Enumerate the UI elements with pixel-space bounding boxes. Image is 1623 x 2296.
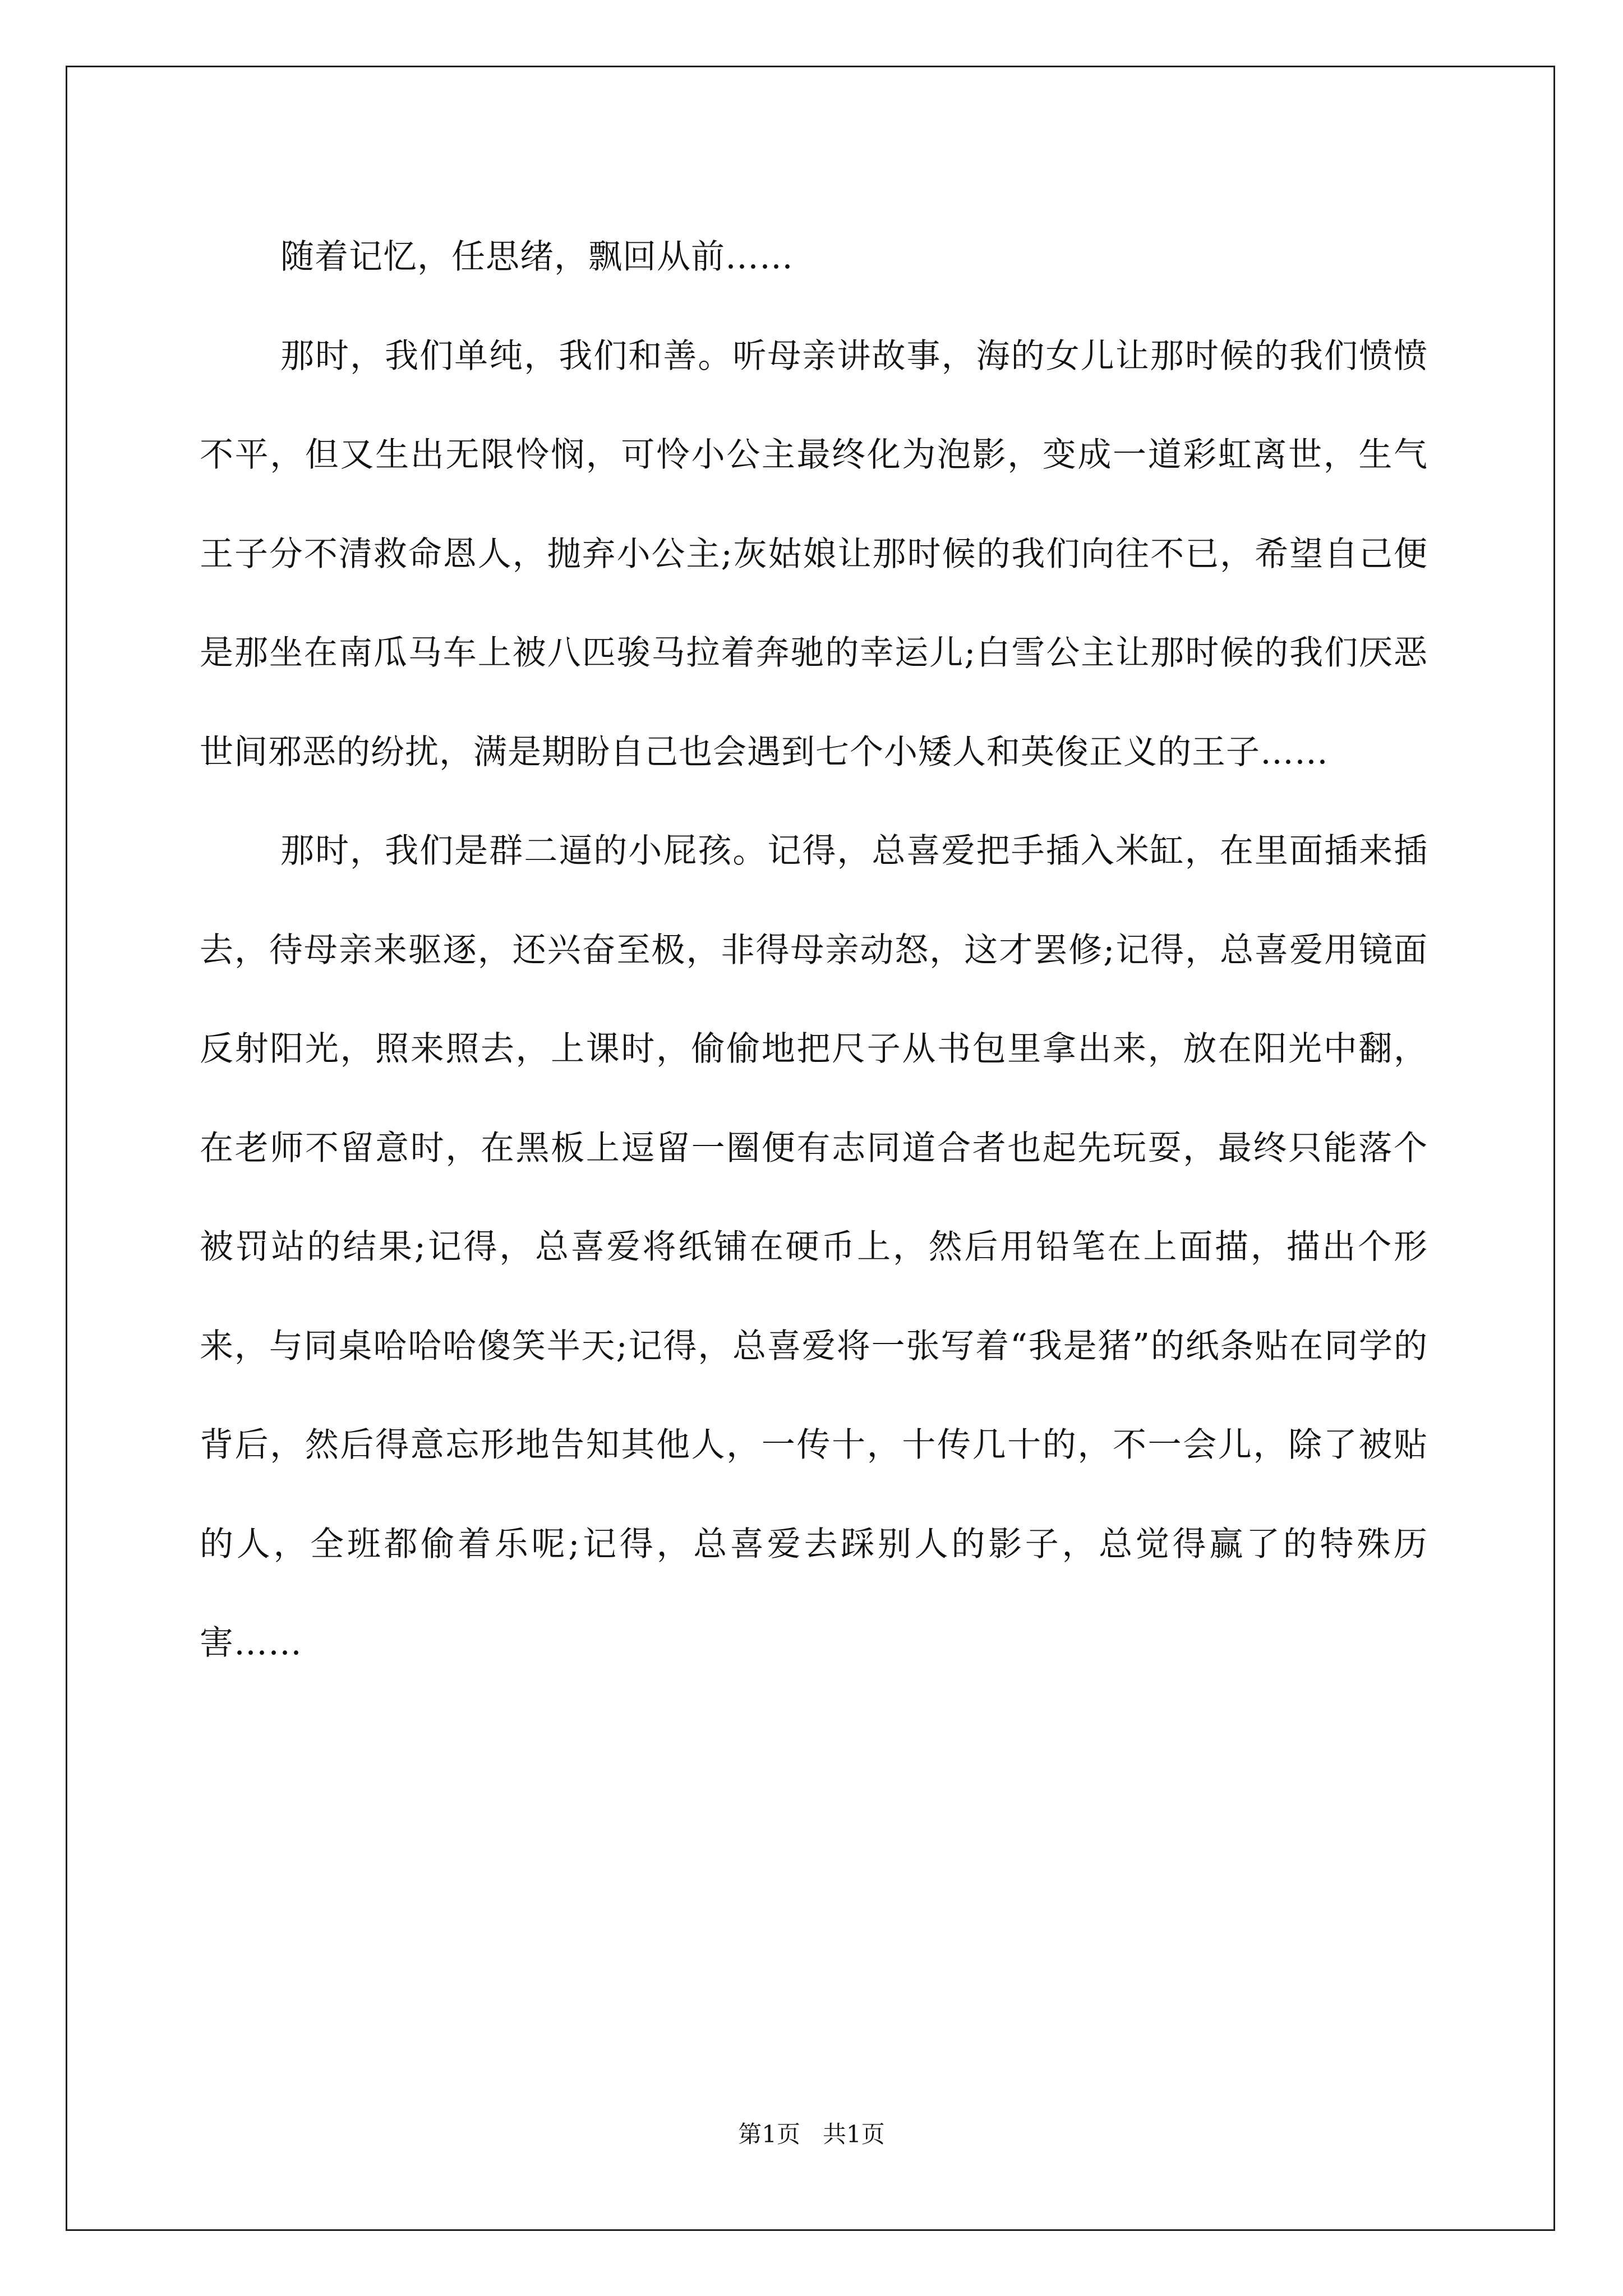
paragraph-3: 那时，我们是群二逼的小屁孩。记得，总喜爱把手插入米缸，在里面插来插去，待母亲来驱逐，还兴奋至极，非得母亲动怒，这才罢修;记得，总喜爱用镜面反射阳光，照来照去，上课时，偷偷地把尺子从书包里拿出来，放在阳光中翻，在老师不留意时，在黑板上逗留一圈便有志同道合者也起先玩耍，最终只能落个被罚站的结果;记得，总喜爱将纸铺在硬币上，然后用铅笔在上面描，描出个形来，与同桌哈哈哈傻笑半天;记得，总喜爱将一张写着“我是猪”的纸条贴在同学的背后，然后得意忘形地告知其他人，一传十，十传几十的，不一会儿，除了被贴的人，全班都偷着乐呢;记得，总喜爱去踩别人的影子，总觉得赢了的特殊历害…… (200, 831, 1428, 1663)
page-footer (0, 2118, 1623, 2151)
page-number-total: 共1页 (823, 2120, 885, 2148)
paragraph-2: 那时，我们单纯，我们和善。听母亲讲故事，海的女儿让那时候的我们愤愤不平，但又生出无限怜悯，可怜小公主最终化为泡影，变成一道彩虹离世，生气王子分不清救命恩人，抛弃小公主;灰姑娘让那时候的我们向往不已，希望自己便是那坐在南瓜马车上被八匹骏马拉着奔驰的幸运儿;白雪公主让那时候的我们厌恶世间邪恶的纷扰，满是期盼自己也会遇到七个小矮人和英俊正义的王子…… (200, 336, 1428, 772)
paragraph-1: 随着记忆，任思绪，飘回从前…… (280, 237, 794, 277)
page-number-current: 第1页 (738, 2120, 800, 2148)
document-body (200, 208, 1428, 1693)
